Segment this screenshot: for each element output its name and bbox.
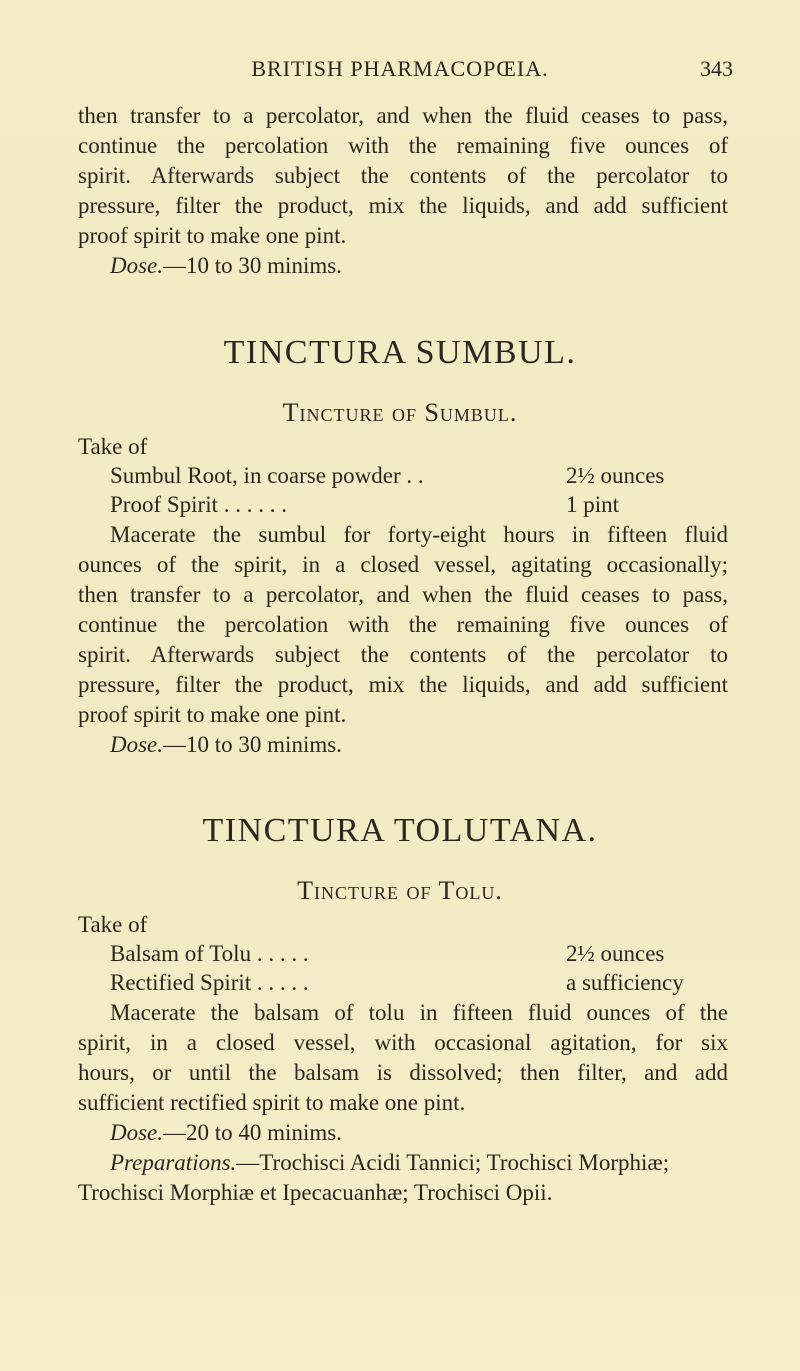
text-line: ounces of the spirit, in a closed vessel, agitating occasionally; bbox=[78, 552, 728, 577]
running-header: BRITISH PHARMACOPŒIA. bbox=[251, 56, 549, 81]
text-line: Macerate the balsam of tolu in fifteen fluid ounces of the bbox=[110, 1000, 728, 1025]
ingredient-name: Rectified Spirit . . . . . bbox=[110, 970, 309, 995]
ingredient-quantity: 2½ ounces bbox=[566, 941, 665, 966]
ingredient-quantity: 1 pint bbox=[566, 492, 620, 517]
text-line: then transfer to a percolator, and when the fluid ceases to pass, bbox=[78, 103, 728, 128]
text-line: then transfer to a percolator, and when the fluid ceases to pass, bbox=[78, 582, 728, 607]
dose-line bbox=[110, 732, 342, 758]
dose-value: —20 to 40 minims. bbox=[163, 1120, 342, 1145]
dose-label: Dose. bbox=[110, 732, 164, 757]
text-line: hours, or until the balsam is dissolved; then filter, and add bbox=[78, 1060, 728, 1085]
preparations-line bbox=[110, 1150, 669, 1176]
text-line: proof spirit to make one pint. bbox=[78, 223, 347, 248]
dose-line bbox=[110, 253, 342, 279]
ingredient-name: Proof Spirit . . . . . . bbox=[110, 492, 287, 517]
section-title-tolu: TINCTURA TOLUTANA. bbox=[202, 812, 598, 849]
ingredient-name: Balsam of Tolu . . . . . bbox=[110, 941, 309, 966]
dose-label: Dose. bbox=[110, 253, 164, 278]
dose-label: Dose. bbox=[110, 1120, 164, 1145]
dose-value: —10 to 30 minims. bbox=[163, 253, 342, 278]
text-line: spirit. Afterwards subject the contents of the percolator to bbox=[78, 163, 728, 188]
ingredient-quantity: a sufficiency bbox=[566, 970, 684, 995]
text-line: spirit, in a closed vessel, with occasional agitation, for six bbox=[78, 1030, 728, 1055]
ingredient-name: Sumbul Root, in coarse powder . . bbox=[110, 463, 424, 488]
take-of-label: Take of bbox=[78, 434, 148, 459]
ingredient-quantity: 2½ ounces bbox=[566, 463, 665, 488]
preparations-continuation: Trochisci Morphiæ et Ipecacuanhæ; Trochisci Opii. bbox=[78, 1180, 553, 1205]
text-line: pressure, filter the product, mix the liquids, and add sufficient bbox=[78, 193, 728, 218]
text-line: continue the percolation with the remaining five ounces of bbox=[78, 612, 728, 637]
section-subtitle-tolu: Tincture of Tolu. bbox=[297, 876, 503, 905]
text-line: proof spirit to make one pint. bbox=[78, 702, 347, 727]
page-number: 343 bbox=[700, 56, 733, 81]
dose-line bbox=[110, 1120, 342, 1146]
section-subtitle-sumbul: Tincture of Sumbul. bbox=[282, 398, 518, 427]
text-line: pressure, filter the product, mix the liquids, and add sufficient bbox=[78, 672, 728, 697]
dose-value: —10 to 30 minims. bbox=[163, 732, 342, 757]
preparations-label: Preparations. bbox=[110, 1150, 237, 1175]
text-line: spirit. Afterwards subject the contents of the percolator to bbox=[78, 642, 728, 667]
take-of-label: Take of bbox=[78, 912, 148, 937]
section-title-sumbul: TINCTURA SUMBUL. bbox=[223, 334, 577, 371]
preparations-text: —Trochisci Acidi Tannici; Trochisci Morphiæ; bbox=[236, 1150, 670, 1175]
text-line: sufficient rectified spirit to make one pint. bbox=[78, 1090, 466, 1115]
text-line: Macerate the sumbul for forty-eight hours in fifteen fluid bbox=[110, 522, 728, 547]
text-line: continue the percolation with the remaining five ounces of bbox=[78, 133, 728, 158]
